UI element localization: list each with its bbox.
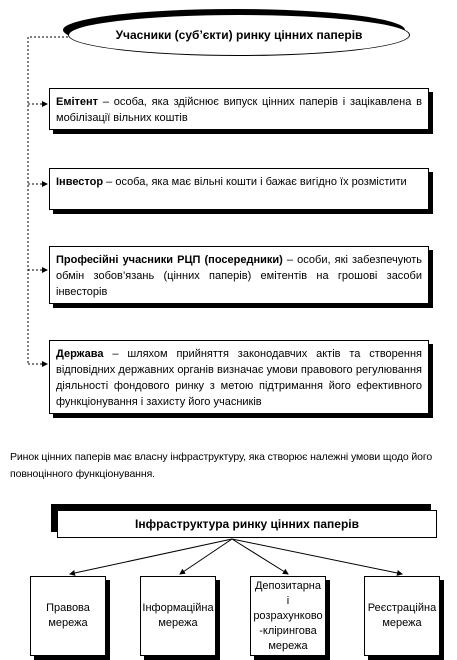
emitent-term: Емітент: [56, 96, 99, 108]
box-emitent: [49, 88, 429, 130]
investor-term: Інвестор: [56, 176, 104, 188]
investor-definition: – особа, яка має вільні кошти і бажає вигідно їх розмістити: [103, 176, 407, 188]
box-depository-network: [250, 576, 326, 656]
arrow-depository: [232, 539, 288, 574]
arrow-info: [180, 539, 232, 574]
state-term: Держава: [56, 348, 104, 360]
box-info-network: [140, 576, 216, 656]
arrow-legal: [70, 539, 232, 574]
box-professional: [49, 246, 429, 304]
professional-term: Професійні учасники РЦП (посередники): [56, 254, 283, 266]
box-investor: [49, 168, 429, 210]
state-definition: – шляхом прийняття законодавчих актів та створення відповідних державних органів визначає умови правового регулювання діяльності фондового ринку з метою підтримання його ефективного функціонування і захисту його учасників: [56, 348, 422, 408]
info-network-label: Інформаційна мережа: [142, 602, 214, 629]
arrow-registration: [232, 539, 402, 574]
depository-network-label: Депозитарна і розрахунково -клірингова мережа: [253, 579, 323, 652]
infrastructure-paragraph: Ринок цінних паперів має власну інфраструктуру, яка створює належні умови щодо його повноцінного функціонування.: [10, 451, 433, 480]
box-state: [49, 340, 429, 414]
box-registration-network: [364, 576, 440, 656]
registration-network-label: Реєстраційна мережа: [367, 602, 437, 629]
box-legal-network: [30, 576, 106, 656]
legal-network-label: Правова мережа: [46, 602, 90, 629]
emitent-definition: – особа, яка здійснює випуск цінних паперів і зацікавлена в мобілізації вільних коштів: [56, 96, 422, 124]
infrastructure-title-text: Інфраструктура ринку цінних паперів: [135, 517, 359, 531]
infrastructure-title: [57, 510, 437, 538]
participants-title-text: Учасники (суб’єкти) ринку цінних паперів: [115, 28, 363, 42]
participants-title: [68, 14, 410, 56]
professional-definition: – особи, які забезпечують обмін зобов’язань (цінних паперів) емітентів на грошові засоби інвесторів: [56, 254, 422, 298]
